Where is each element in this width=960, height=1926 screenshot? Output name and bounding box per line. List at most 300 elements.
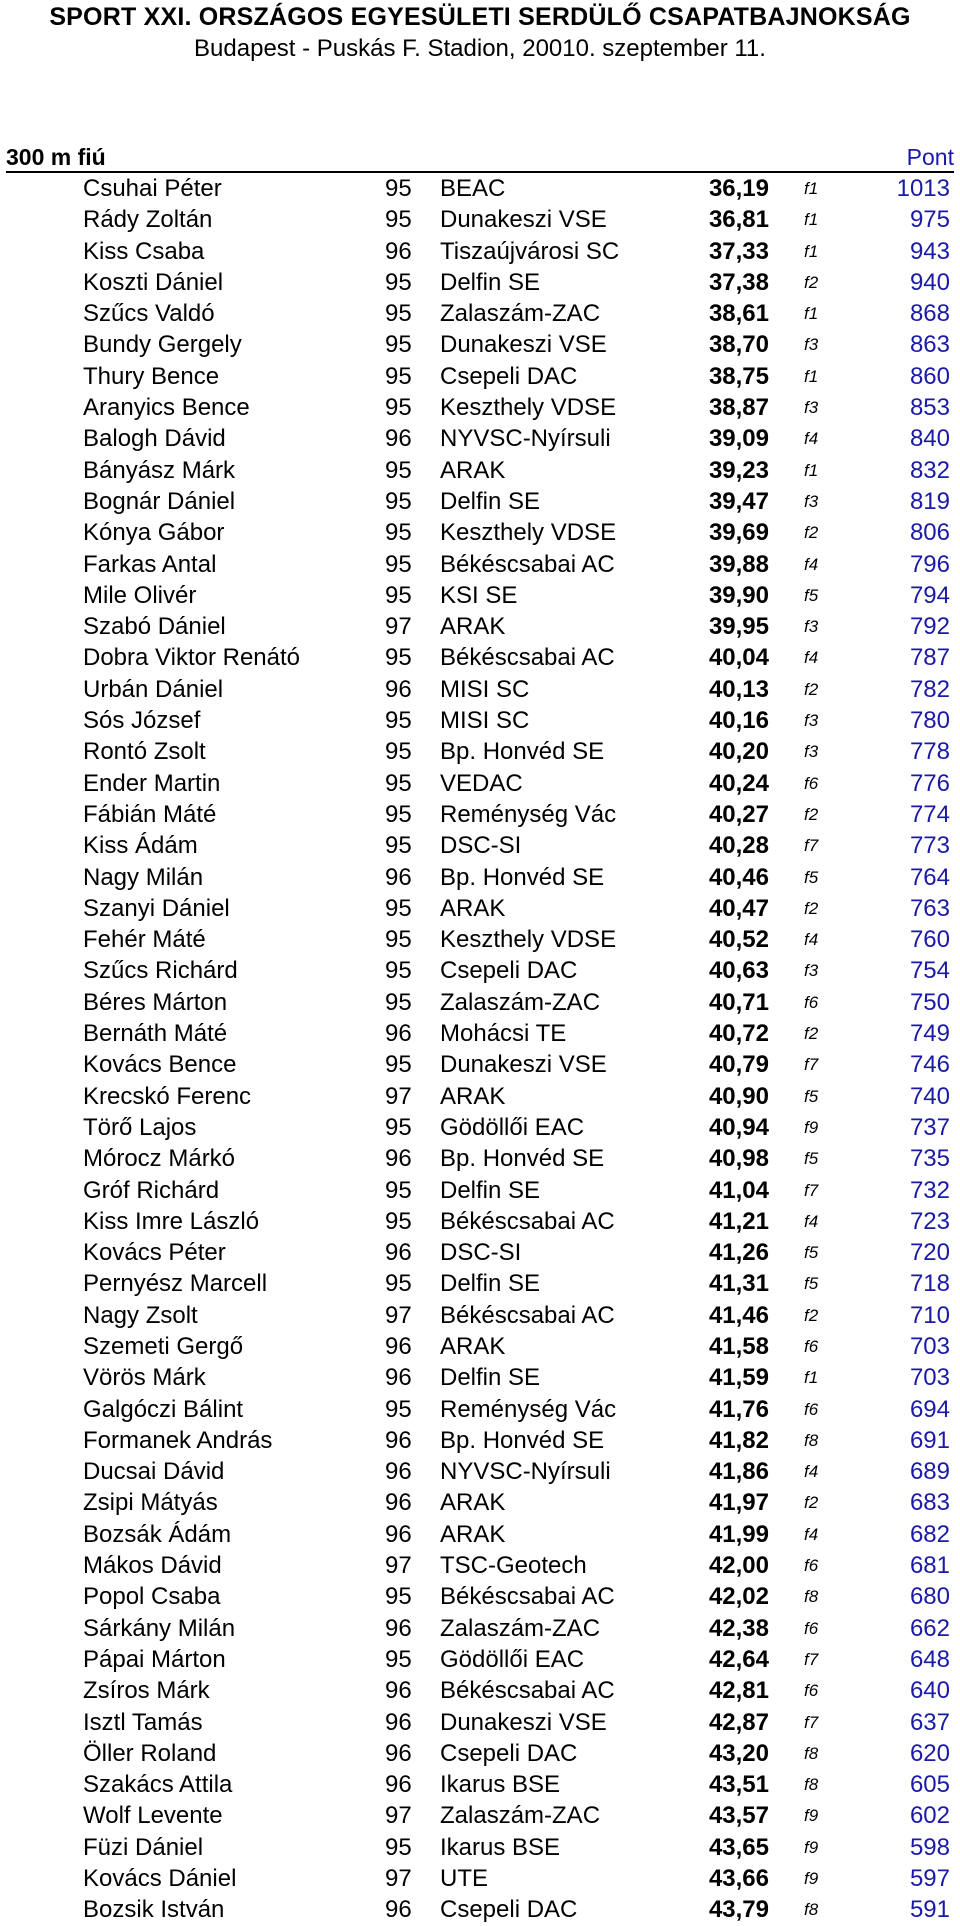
result-time: 42,00 <box>708 1552 769 1580</box>
birth-year: 95 <box>385 957 412 985</box>
table-row <box>0 1049 960 1080</box>
birth-year: 96 <box>385 1708 412 1736</box>
birth-year: 96 <box>385 425 412 453</box>
athlete-name: Nagy Zsolt <box>83 1301 198 1329</box>
birth-year: 96 <box>385 1458 412 1486</box>
result-time: 41,26 <box>708 1239 769 1267</box>
birth-year: 95 <box>385 707 412 735</box>
points-value: 780 <box>909 707 950 735</box>
birth-year: 95 <box>385 1051 412 1079</box>
club-name: Mohácsi TE <box>440 1020 567 1048</box>
points-value: 863 <box>909 331 950 359</box>
club-name: Delfin SE <box>440 1176 541 1204</box>
result-time: 41,86 <box>708 1458 769 1486</box>
birth-year: 96 <box>385 863 412 891</box>
table-row <box>0 1863 960 1894</box>
table-row <box>0 924 960 955</box>
heat-number: f5 <box>804 867 819 887</box>
club-name: Csepeli DAC <box>440 1739 578 1767</box>
table-row <box>0 423 960 454</box>
club-name: Békéscsabai AC <box>440 1677 615 1705</box>
athlete-name: Szemeti Gergő <box>83 1332 244 1360</box>
points-value: 868 <box>909 300 950 328</box>
points-value: 648 <box>909 1645 950 1673</box>
athlete-name: Popol Csaba <box>83 1583 221 1611</box>
club-name: Dunakeszi VSE <box>440 1708 607 1736</box>
result-time: 43,66 <box>708 1865 769 1893</box>
club-name: ARAK <box>440 1520 506 1548</box>
result-time: 39,90 <box>708 581 769 609</box>
birth-year: 95 <box>385 550 412 578</box>
table-row <box>0 1832 960 1863</box>
heat-number: f1 <box>804 366 819 386</box>
club-name: NYVSC-Nyírsuli <box>440 1458 611 1486</box>
heat-number: f2 <box>804 679 819 699</box>
athlete-name: Szűcs Valdó <box>83 300 215 328</box>
points-value: 763 <box>909 894 950 922</box>
heat-number: f9 <box>804 1837 819 1857</box>
points-value: 637 <box>909 1708 950 1736</box>
result-time: 37,33 <box>708 237 769 265</box>
club-name: Reménység Vác <box>440 800 617 828</box>
heat-number: f1 <box>804 304 819 324</box>
table-row <box>0 173 960 204</box>
birth-year: 96 <box>385 1489 412 1517</box>
points-value: 975 <box>909 206 950 234</box>
club-name: Békéscsabai AC <box>440 644 615 672</box>
heat-number: f9 <box>804 1117 819 1137</box>
athlete-name: Rontó Zsolt <box>83 738 206 766</box>
table-row <box>0 236 960 267</box>
heat-number: f9 <box>804 1806 819 1826</box>
heat-number: f5 <box>804 1243 819 1263</box>
athlete-name: Wolf Levente <box>83 1802 223 1830</box>
result-time: 41,46 <box>708 1301 769 1329</box>
heat-number: f2 <box>804 898 819 918</box>
athlete-name: Kónya Gábor <box>83 519 225 547</box>
birth-year: 96 <box>385 1614 412 1642</box>
birth-year: 95 <box>385 988 412 1016</box>
result-time: 36,19 <box>708 175 769 202</box>
birth-year: 96 <box>385 1896 412 1924</box>
heat-number: f3 <box>804 742 819 762</box>
points-value: 720 <box>909 1239 950 1267</box>
athlete-name: Törő Lajos <box>83 1113 197 1141</box>
athlete-name: Isztl Tamás <box>83 1708 203 1736</box>
points-value: 737 <box>909 1113 950 1141</box>
result-time: 43,51 <box>708 1771 769 1799</box>
birth-year: 96 <box>385 1239 412 1267</box>
result-time: 40,27 <box>708 800 769 828</box>
club-name: Delfin SE <box>440 1270 541 1298</box>
points-value: 703 <box>909 1332 950 1360</box>
points-value: 750 <box>909 988 950 1016</box>
birth-year: 95 <box>385 268 412 296</box>
athlete-name: Galgóczi Bálint <box>83 1395 244 1423</box>
result-time: 40,16 <box>708 707 769 735</box>
club-name: UTE <box>440 1865 488 1893</box>
birth-year: 96 <box>385 1145 412 1173</box>
athlete-name: Szűcs Richárd <box>83 957 238 985</box>
heat-number: f3 <box>804 398 819 418</box>
table-row <box>0 549 960 580</box>
result-time: 39,23 <box>708 456 769 484</box>
athlete-name: Bognár Dániel <box>83 487 236 515</box>
heat-number: f6 <box>804 1336 819 1356</box>
result-time: 43,79 <box>708 1896 769 1924</box>
result-time: 39,47 <box>708 487 769 515</box>
table-row <box>0 1425 960 1456</box>
result-time: 39,09 <box>708 425 769 453</box>
birth-year: 95 <box>385 175 412 202</box>
birth-year: 97 <box>385 1301 412 1329</box>
heat-number: f7 <box>804 1180 819 1200</box>
athlete-name: Kovács Bence <box>83 1051 237 1079</box>
athlete-name: Fehér Máté <box>83 926 206 954</box>
result-time: 40,94 <box>708 1113 769 1141</box>
result-time: 41,82 <box>708 1426 769 1454</box>
club-name: Dunakeszi VSE <box>440 1051 607 1079</box>
heat-number: f7 <box>804 1712 819 1732</box>
athlete-name: Sárkány Milán <box>83 1614 236 1642</box>
result-time: 41,59 <box>708 1364 769 1392</box>
club-name: Tiszaújvárosi SC <box>440 237 620 265</box>
birth-year: 95 <box>385 1113 412 1141</box>
points-value: 735 <box>909 1145 950 1173</box>
points-value: 749 <box>909 1020 950 1048</box>
heat-number: f3 <box>804 711 819 731</box>
points-value: 598 <box>909 1833 950 1861</box>
club-name: Ikarus BSE <box>440 1833 561 1861</box>
result-time: 41,04 <box>708 1176 769 1204</box>
table-row <box>0 1268 960 1299</box>
points-value: 703 <box>909 1364 950 1392</box>
club-name: KSI SE <box>440 581 518 609</box>
result-time: 41,31 <box>708 1270 769 1298</box>
athlete-name: Kovács Dániel <box>83 1865 237 1893</box>
club-name: Zalaszám-ZAC <box>440 1614 601 1642</box>
result-time: 40,71 <box>708 988 769 1016</box>
points-value: 732 <box>909 1176 950 1204</box>
table-row <box>0 1738 960 1769</box>
club-name: DSC-SI <box>440 1239 522 1267</box>
table-row <box>0 642 960 673</box>
heat-number: f6 <box>804 992 819 1012</box>
club-name: Delfin SE <box>440 487 541 515</box>
heat-number: f5 <box>804 1274 819 1294</box>
club-name: Dunakeszi VSE <box>440 331 607 359</box>
table-row <box>0 768 960 799</box>
table-row <box>0 893 960 924</box>
points-value: 792 <box>909 613 950 641</box>
athlete-name: Bundy Gergely <box>83 331 242 359</box>
result-time: 39,95 <box>708 613 769 641</box>
points-value: 794 <box>909 581 950 609</box>
table-row <box>0 1206 960 1237</box>
table-row <box>0 674 960 705</box>
club-name: Békéscsabai AC <box>440 1583 615 1611</box>
birth-year: 96 <box>385 1520 412 1548</box>
heat-number: f5 <box>804 1149 819 1169</box>
heat-number: f2 <box>804 523 819 543</box>
heat-number: f2 <box>804 1024 819 1044</box>
table-row <box>0 987 960 1018</box>
club-name: Csepeli DAC <box>440 362 578 390</box>
birth-year: 95 <box>385 581 412 609</box>
heat-number: f6 <box>804 1399 819 1419</box>
result-time: 39,88 <box>708 550 769 578</box>
points-value: 806 <box>909 519 950 547</box>
heat-number: f8 <box>804 1775 819 1795</box>
athlete-name: Aranyics Bence <box>83 394 250 422</box>
table-row <box>0 392 960 423</box>
birth-year: 95 <box>385 456 412 484</box>
result-time: 41,99 <box>708 1520 769 1548</box>
table-row <box>0 1081 960 1112</box>
points-value: 694 <box>909 1395 950 1423</box>
club-name: Zalaszám-ZAC <box>440 1802 601 1830</box>
points-value: 710 <box>909 1301 950 1329</box>
athlete-name: Pápai Márton <box>83 1645 226 1673</box>
result-time: 40,52 <box>708 926 769 954</box>
club-name: Zalaszám-ZAC <box>440 300 601 328</box>
club-name: Gödöllői EAC <box>440 1113 585 1141</box>
result-time: 36,81 <box>708 206 769 234</box>
club-name: ARAK <box>440 894 506 922</box>
heat-number: f3 <box>804 491 819 511</box>
table-row <box>0 1300 960 1331</box>
birth-year: 95 <box>385 894 412 922</box>
points-column-header: Pont <box>906 144 954 170</box>
table-row <box>0 267 960 298</box>
event-header <box>6 143 954 173</box>
birth-year: 96 <box>385 1739 412 1767</box>
club-name: Békéscsabai AC <box>440 1301 615 1329</box>
heat-number: f7 <box>804 1055 819 1075</box>
birth-year: 97 <box>385 1552 412 1580</box>
points-value: 853 <box>909 394 950 422</box>
points-value: 943 <box>909 237 950 265</box>
club-name: Dunakeszi VSE <box>440 206 607 234</box>
heat-number: f1 <box>804 241 819 261</box>
points-value: 691 <box>909 1426 950 1454</box>
club-name: TSC-Geotech <box>440 1552 587 1580</box>
athlete-name: Mórocz Márkó <box>83 1145 236 1173</box>
birth-year: 95 <box>385 1833 412 1861</box>
heat-number: f2 <box>804 272 819 292</box>
table-row <box>0 1018 960 1049</box>
birth-year: 96 <box>385 237 412 265</box>
result-time: 38,87 <box>708 394 769 422</box>
result-time: 40,98 <box>708 1145 769 1173</box>
table-row <box>0 1456 960 1487</box>
points-value: 819 <box>909 487 950 515</box>
birth-year: 96 <box>385 1426 412 1454</box>
birth-year: 95 <box>385 1645 412 1673</box>
table-row <box>0 611 960 642</box>
points-value: 787 <box>909 644 950 672</box>
table-row <box>0 1487 960 1518</box>
club-name: VEDAC <box>440 769 523 797</box>
results-table <box>0 173 960 1926</box>
athlete-name: Bozsák Ádám <box>83 1520 232 1548</box>
heat-number: f1 <box>804 210 819 230</box>
result-time: 41,21 <box>708 1207 769 1235</box>
points-value: 723 <box>909 1207 950 1235</box>
result-time: 40,04 <box>708 644 769 672</box>
club-name: ARAK <box>440 1332 506 1360</box>
points-value: 774 <box>909 800 950 828</box>
birth-year: 95 <box>385 394 412 422</box>
athlete-name: Béres Márton <box>83 988 228 1016</box>
club-name: Csepeli DAC <box>440 957 578 985</box>
table-row <box>0 1707 960 1738</box>
club-name: Csepeli DAC <box>440 1896 578 1924</box>
result-time: 37,38 <box>708 268 769 296</box>
athlete-name: Kiss Ádám <box>83 832 198 860</box>
heat-number: f2 <box>804 1493 819 1513</box>
points-value: 776 <box>909 769 950 797</box>
document-title: SPORT XXI. ORSZÁGOS EGYESÜLETI SERDÜLŐ CSAPATBAJNOKSÁG <box>49 3 911 31</box>
heat-number: f6 <box>804 1681 819 1701</box>
points-value: 683 <box>909 1489 950 1517</box>
heat-number: f6 <box>804 1618 819 1638</box>
points-value: 597 <box>909 1865 950 1893</box>
heat-number: f8 <box>804 1587 819 1607</box>
club-name: Delfin SE <box>440 1364 541 1392</box>
result-time: 42,64 <box>708 1645 769 1673</box>
club-name: Reménység Vác <box>440 1395 617 1423</box>
athlete-name: Koszti Dániel <box>83 268 224 296</box>
athlete-name: Mile Olivér <box>83 581 197 609</box>
result-time: 40,28 <box>708 832 769 860</box>
result-time: 40,13 <box>708 675 769 703</box>
table-row <box>0 799 960 830</box>
points-value: 773 <box>909 832 950 860</box>
event-name: 300 m fiú <box>6 144 106 170</box>
heat-number: f1 <box>804 179 819 198</box>
result-time: 41,76 <box>708 1395 769 1423</box>
athlete-name: Krecskó Ferenc <box>83 1082 252 1110</box>
birth-year: 95 <box>385 800 412 828</box>
birth-year: 95 <box>385 1395 412 1423</box>
birth-year: 95 <box>385 644 412 672</box>
points-value: 620 <box>909 1739 950 1767</box>
table-row <box>0 298 960 329</box>
club-name: DSC-SI <box>440 832 522 860</box>
heat-number: f7 <box>804 1649 819 1669</box>
result-time: 40,72 <box>708 1020 769 1048</box>
table-row <box>0 1362 960 1393</box>
heat-number: f5 <box>804 1086 819 1106</box>
heat-number: f5 <box>804 585 819 605</box>
heat-number: f6 <box>804 1556 819 1576</box>
club-name: BEAC <box>440 175 506 202</box>
points-value: 860 <box>909 362 950 390</box>
result-time: 38,70 <box>708 331 769 359</box>
birth-year: 97 <box>385 1802 412 1830</box>
points-value: 602 <box>909 1802 950 1830</box>
table-row <box>0 455 960 486</box>
athlete-name: Dobra Viktor Renátó <box>83 644 301 672</box>
birth-year: 95 <box>385 769 412 797</box>
birth-year: 96 <box>385 1332 412 1360</box>
points-value: 718 <box>909 1270 950 1298</box>
table-row <box>0 517 960 548</box>
athlete-name: Ender Martin <box>83 769 221 797</box>
result-time: 38,75 <box>708 362 769 390</box>
table-row <box>0 1769 960 1800</box>
table-row <box>0 862 960 893</box>
club-name: ARAK <box>440 1489 506 1517</box>
result-time: 40,47 <box>708 894 769 922</box>
club-name: ARAK <box>440 456 506 484</box>
athlete-name: Rády Zoltán <box>83 206 213 234</box>
heat-number: f4 <box>804 1462 819 1482</box>
birth-year: 95 <box>385 1176 412 1204</box>
heat-number: f4 <box>804 648 819 668</box>
result-time: 40,79 <box>708 1051 769 1079</box>
club-name: Bp. Honvéd SE <box>440 863 605 891</box>
table-row <box>0 486 960 517</box>
athlete-name: Bernáth Máté <box>83 1020 228 1048</box>
athlete-name: Szabó Dániel <box>83 613 226 641</box>
result-time: 40,90 <box>708 1082 769 1110</box>
birth-year: 95 <box>385 487 412 515</box>
heat-number: f8 <box>804 1430 819 1450</box>
birth-year: 96 <box>385 1771 412 1799</box>
birth-year: 97 <box>385 613 412 641</box>
table-row <box>0 1613 960 1644</box>
table-row <box>0 1237 960 1268</box>
birth-year: 95 <box>385 362 412 390</box>
heat-number: f7 <box>804 836 819 856</box>
birth-year: 95 <box>385 738 412 766</box>
table-row <box>0 955 960 986</box>
heat-number: f2 <box>804 804 819 824</box>
result-time: 39,69 <box>708 519 769 547</box>
points-value: 764 <box>909 863 950 891</box>
heat-number: f8 <box>804 1743 819 1763</box>
birth-year: 95 <box>385 206 412 234</box>
heat-number: f4 <box>804 1524 819 1544</box>
birth-year: 95 <box>385 300 412 328</box>
birth-year: 95 <box>385 926 412 954</box>
points-value: 832 <box>909 456 950 484</box>
athlete-name: Balogh Dávid <box>83 425 226 453</box>
points-value: 605 <box>909 1771 950 1799</box>
birth-year: 95 <box>385 832 412 860</box>
athlete-name: Kiss Imre László <box>83 1207 260 1235</box>
birth-year: 95 <box>385 1270 412 1298</box>
birth-year: 96 <box>385 1020 412 1048</box>
heat-number: f6 <box>804 773 819 793</box>
club-name: NYVSC-Nyírsuli <box>440 425 611 453</box>
table-row <box>0 705 960 736</box>
points-value: 940 <box>909 268 950 296</box>
points-value: 778 <box>909 738 950 766</box>
birth-year: 95 <box>385 1207 412 1235</box>
athlete-name: Sós József <box>83 707 201 735</box>
table-row <box>0 1550 960 1581</box>
result-time: 42,02 <box>708 1583 769 1611</box>
result-time: 43,20 <box>708 1739 769 1767</box>
points-value: 662 <box>909 1614 950 1642</box>
points-value: 680 <box>909 1583 950 1611</box>
heat-number: f2 <box>804 1305 819 1325</box>
result-time: 40,46 <box>708 863 769 891</box>
club-name: Békéscsabai AC <box>440 1207 615 1235</box>
